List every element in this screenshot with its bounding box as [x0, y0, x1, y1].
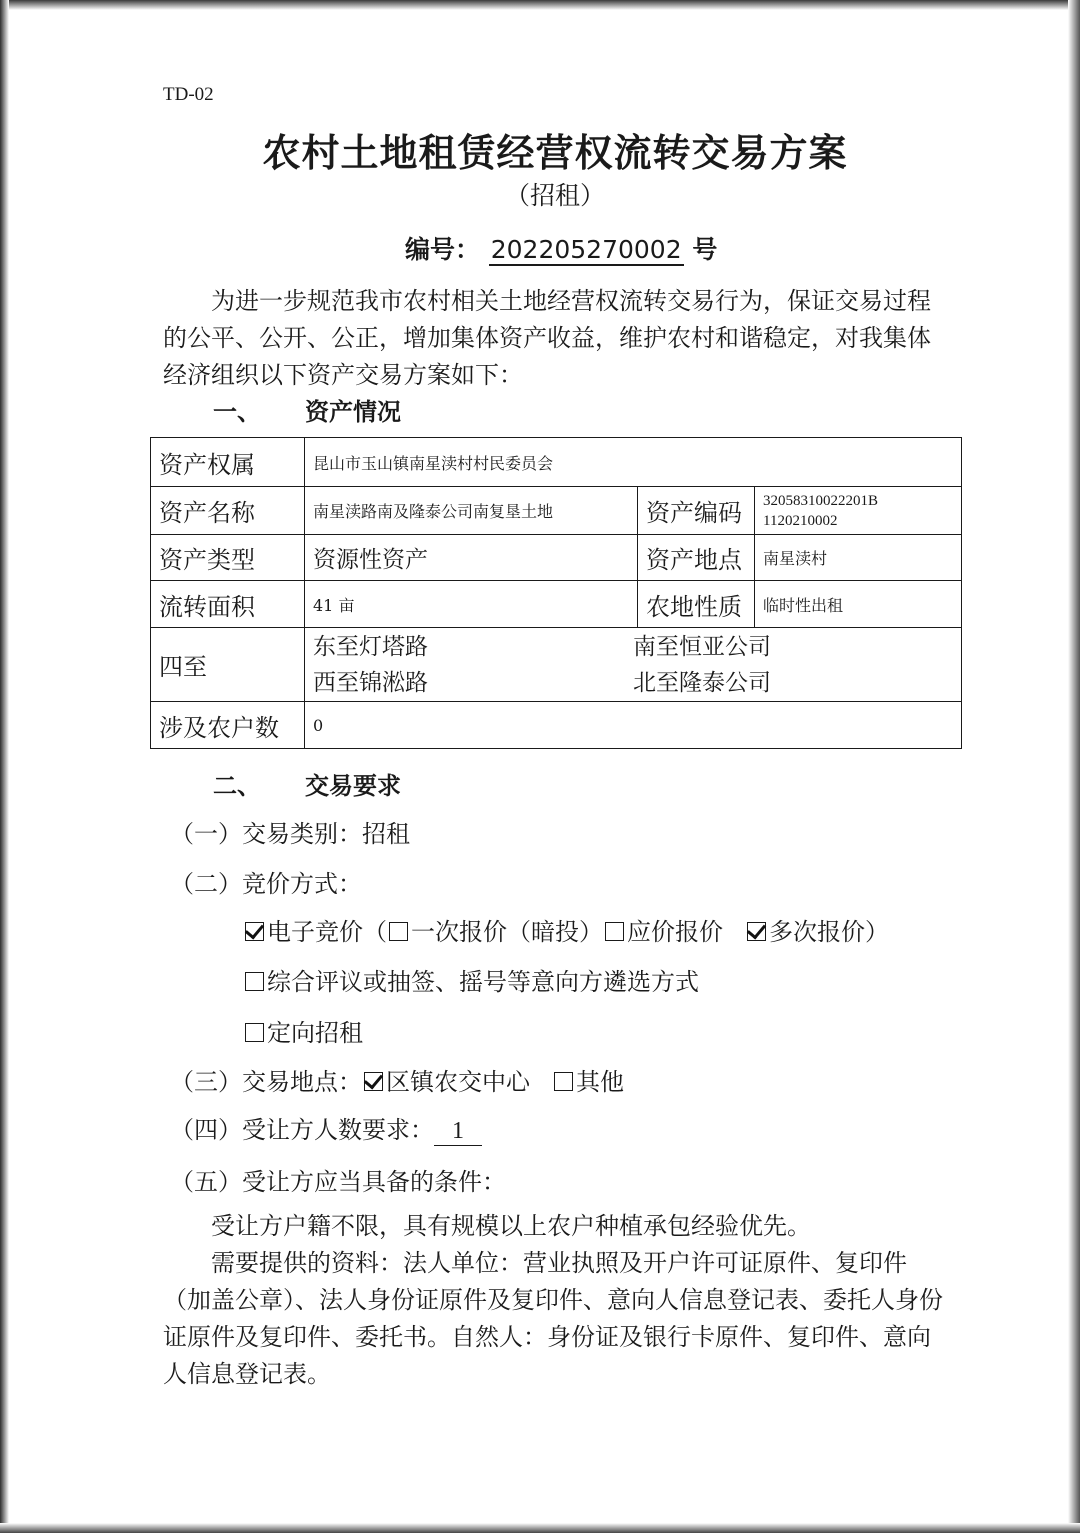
asset-name-value: 南星渎路南及隆泰公司南复垦土地 — [305, 487, 638, 535]
transferee-count-line — [170, 1110, 482, 1146]
boundary-row — [313, 665, 953, 701]
boundary-label: 四至 — [151, 628, 305, 702]
area-value: 41 亩 — [305, 581, 638, 628]
asset-location-value: 南星渎村 — [755, 535, 962, 581]
electronic-bid-label: 电子竞价（ — [267, 918, 387, 946]
venue-center-label: 区镇农交中心 — [386, 1068, 530, 1096]
households-label: 涉及农户数 — [151, 702, 305, 749]
document-title: 农村土地租赁经营权流转交易方案 — [262, 131, 848, 175]
section-number: 一、 — [213, 398, 261, 426]
serial-number: 202205270002 — [490, 235, 682, 264]
scan-edge-right — [1068, 0, 1080, 1533]
response-bid-label: 应价报价 — [627, 918, 723, 946]
venue-line — [170, 1062, 624, 1097]
comprehensive-label: 综合评议或抽签、摇号等意向方遴选方式 — [267, 968, 699, 996]
venue-center-checkbox[interactable] — [364, 1072, 383, 1091]
table-row — [151, 702, 962, 749]
directed-checkbox[interactable] — [245, 1023, 264, 1042]
asset-type-value: 资源性资产 — [305, 535, 638, 581]
sealed-bid-checkbox[interactable] — [389, 922, 408, 941]
asset-code-label: 资产编码 — [638, 487, 755, 535]
owner-value: 昆山市玉山镇南星渎村村民委员会 — [305, 438, 962, 487]
multiple-bid-checkbox[interactable] — [747, 922, 766, 941]
section-title: 资产情况 — [305, 398, 401, 426]
scan-edge-top — [0, 0, 1080, 10]
bidding-method-label: （二）竞价方式： — [170, 870, 362, 898]
section-title: 交易要求 — [305, 772, 401, 800]
boundary-north: 北至隆泰公司 — [633, 669, 771, 696]
table-row — [151, 438, 962, 487]
serial-label: 编号： — [405, 235, 481, 264]
venue-other-label: 其他 — [576, 1068, 624, 1096]
directed-option-line — [243, 1013, 363, 1048]
land-nature-label: 农地性质 — [638, 581, 755, 628]
households-value: 0 — [305, 702, 962, 749]
asset-location-label: 资产地点 — [638, 535, 755, 581]
intro-paragraph: 为进一步规范我市农村相关土地经营权流转交易行为，保证交易过程的公平、公开、公正，增加集体资产收益，维护农村和谐稳定，对我集体经济组织以下资产交易方案如下： — [163, 287, 931, 389]
asset-code-line-2: 1120210002 — [763, 512, 838, 529]
asset-code-value — [755, 487, 962, 535]
table-row — [151, 535, 962, 581]
boundary-row — [313, 629, 953, 665]
land-nature-value: 临时性出租 — [755, 581, 962, 628]
scan-edge-bottom — [0, 1523, 1080, 1533]
asset-table — [150, 437, 962, 749]
document-code: TD-02 — [163, 84, 214, 105]
bidding-options-line — [243, 912, 889, 947]
serial-suffix: 号 — [692, 235, 718, 264]
boundary-west: 西至锦淞路 — [313, 669, 428, 696]
directed-label: 定向招租 — [267, 1019, 363, 1047]
condition-residency: 受让方户籍不限，具有规模以上农户种植承包经验优先。 — [211, 1212, 811, 1240]
section-heading-assets — [213, 392, 401, 427]
comprehensive-option-line — [243, 962, 699, 997]
multiple-bid-label: 多次报价） — [769, 918, 889, 946]
sealed-bid-label: 一次报价（暗投） — [411, 918, 603, 946]
boundary-south: 南至恒亚公司 — [633, 633, 771, 660]
electronic-bid-checkbox[interactable] — [245, 922, 264, 941]
venue-label: （三）交易地点： — [170, 1068, 362, 1096]
table-row — [151, 487, 962, 535]
section-heading-requirements — [213, 766, 401, 801]
asset-name-label: 资产名称 — [151, 487, 305, 535]
asset-type-label: 资产类型 — [151, 535, 305, 581]
table-row — [151, 581, 962, 628]
comprehensive-checkbox[interactable] — [245, 972, 264, 991]
asset-code-line-1: 32058310022201B — [763, 492, 879, 509]
boundary-east: 东至灯塔路 — [313, 633, 428, 660]
boundary-value — [305, 628, 962, 702]
serial-number-line — [405, 230, 717, 266]
venue-other-checkbox[interactable] — [554, 1072, 573, 1091]
table-row — [151, 628, 962, 702]
conditions-label: （五）受让方应当具备的条件： — [170, 1168, 506, 1196]
transaction-category: （一）交易类别：招租 — [170, 820, 410, 848]
response-bid-checkbox[interactable] — [605, 922, 624, 941]
document-subtitle: （招租） — [504, 181, 605, 210]
transferee-count-value: 1 — [434, 1118, 482, 1146]
condition-documents: 需要提供的资料：法人单位：营业执照及开户许可证原件、复印件（加盖公章）、法人身份证原件及复印件、意向人信息登记表、委托人身份证原件及复印件、委托书。自然人：身份证及银行卡原件、复印件、意向人信息登记表。 — [163, 1249, 943, 1388]
section-number: 二、 — [213, 772, 261, 800]
owner-label: 资产权属 — [151, 438, 305, 487]
scan-edge-left — [0, 0, 9, 1533]
area-label: 流转面积 — [151, 581, 305, 628]
transferee-count-label: （四）受让方人数要求： — [170, 1116, 434, 1144]
